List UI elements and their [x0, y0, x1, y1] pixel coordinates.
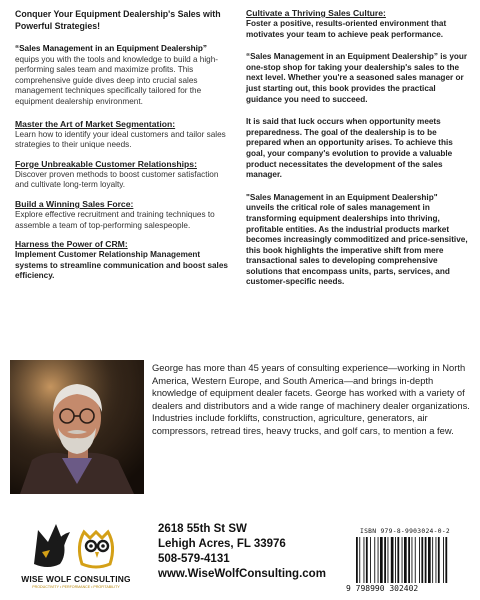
- website-link[interactable]: www.WiseWolfConsulting.com: [158, 568, 326, 580]
- barcode-bar: [391, 537, 394, 583]
- wolf-owl-icon: [20, 512, 132, 572]
- phone-number: 508-579-4131: [158, 553, 230, 565]
- section-heading: Build a Winning Sales Force:: [15, 198, 134, 209]
- barcode-bar: [419, 537, 420, 583]
- barcode-bar: [445, 537, 447, 583]
- barcode-bar: [388, 537, 389, 583]
- barcode-bar: [432, 537, 433, 583]
- tagline: Conquer Your Equipment Dealership's Sales with Powerful Strategies!: [15, 9, 221, 31]
- section-text: Implement Customer Relationship Management systems to streamline communication and boost sales efficiency.: [15, 250, 228, 281]
- barcode-bar: [412, 537, 413, 583]
- barcode-icon: [346, 537, 470, 585]
- summary-paragraph: [246, 193, 468, 288]
- barcode-bar: [370, 537, 371, 583]
- section-text: Explore effective recruitment and training techniques to assemble a team of top-performing salespeople.: [15, 209, 215, 230]
- section-text: Foster a positive, results-oriented environment that motivates your team to achieve peak performance.: [246, 19, 447, 39]
- barcode-bar: [438, 537, 440, 583]
- barcode-bar: [402, 537, 403, 583]
- contact-info: [158, 522, 338, 582]
- barcode-bar: [443, 537, 444, 583]
- section-heading: Master the Art of Market Segmentation:: [15, 118, 176, 129]
- luck-paragraph: It is said that luck occurs when opportunity meets preparedness. The goal of the dealership is to be prepared when an opportunity arises. To achieve this goal, your company's evolution to provide a valuable product necessitates the development of the sales manager.: [246, 117, 453, 180]
- author-bio: George has more than 45 years of consulting experience—working in North America, Western Europe, and South America—and brings in-depth knowledge of equipment dealer facets. George has worked with a variety of dealers and distributors and a wide range of machinery dealer organizations. Industries include forklifts, construction, agriculture, generators, air compressors, retread tires, heavy trucks, and golf cars, to mention a few.: [152, 362, 470, 436]
- company-name: WISE WOLF CONSULTING: [21, 574, 131, 584]
- book-title-quote: "Sales Management in an Equipment Dealership": [246, 192, 438, 202]
- address-line-1: 2618 55th St SW: [158, 523, 247, 535]
- isbn-label: ISBN 979-8-9903024-0-2: [360, 528, 451, 535]
- promo-text: is your one-stop shop for taking your dealership's sales to the next level. Whether you're a seasoned sales manager or just starting out, this book provides the practical guidance you need to succeed.: [246, 52, 468, 104]
- promo-paragraph: [246, 52, 468, 105]
- section-heading: Forge Unbreakable Customer Relationships:: [15, 158, 197, 169]
- barcode-bar: [436, 537, 437, 583]
- company-logo: [20, 512, 132, 592]
- book-title-emphasis: “Sales Management in an Equipment Dealership”: [15, 44, 207, 53]
- section-heading: Cultivate a Thriving Sales Culture:: [246, 8, 386, 18]
- section-text: Learn how to identify your ideal customers and tailor sales strategies to their unique needs.: [15, 129, 226, 150]
- barcode-number: 9 798990 302402: [346, 584, 419, 593]
- barcode-bar: [408, 537, 410, 583]
- barcode-bar: [428, 537, 431, 583]
- lead-text: equips you with the tools and knowledge to build a high-performing sales team and maximize profits. This comprehensive guide dives deep into crucial sales management techniques specifically tailored for the equipment dealership environment.: [15, 54, 219, 106]
- barcode-bar: [395, 537, 396, 583]
- barcode-bar: [374, 537, 375, 583]
- barcode-bar: [380, 537, 383, 583]
- section-text: Discover proven methods to boost customer satisfaction and cultivate long-term loyalty.: [15, 169, 219, 190]
- barcode-bar: [404, 537, 407, 583]
- summary-text: unveils the critical role of sales management in transforming equipment dealerships into thriving, profitable entities. As the industrial products market becomes increasingly commoditized and price-sensitive, this book highlights the imperative shift from mere transactional sales to developing comprehensive solutions that encompass units, parts, services, and customer-specific needs.: [246, 203, 468, 287]
- company-slogan: PRODUCTIVITY • PERFORMANCE • PROFITABILITY: [32, 585, 120, 589]
- barcode-bar: [425, 537, 427, 583]
- lead-paragraph: [15, 44, 233, 108]
- barcode-bar: [366, 537, 368, 583]
- left-column: [15, 8, 233, 290]
- author-portrait-icon: [10, 360, 144, 494]
- barcode-bar: [359, 537, 360, 583]
- address-line-2: Lehigh Acres, FL 33976: [158, 538, 286, 550]
- barcode-bar: [421, 537, 423, 583]
- section-heading: Harness the Power of CRM:: [15, 239, 128, 250]
- isbn-barcode: [346, 528, 470, 594]
- barcode-bar: [397, 537, 399, 583]
- author-photo: [10, 360, 144, 494]
- barcode-bar: [415, 537, 416, 583]
- right-column: [246, 8, 468, 300]
- book-title-emphasis: “Sales Management in an Equipment Dealership”: [246, 52, 438, 62]
- barcode-bar: [378, 537, 379, 583]
- barcode-bar: [356, 537, 358, 583]
- barcode-bar: [384, 537, 386, 583]
- barcode-bar: [364, 537, 365, 583]
